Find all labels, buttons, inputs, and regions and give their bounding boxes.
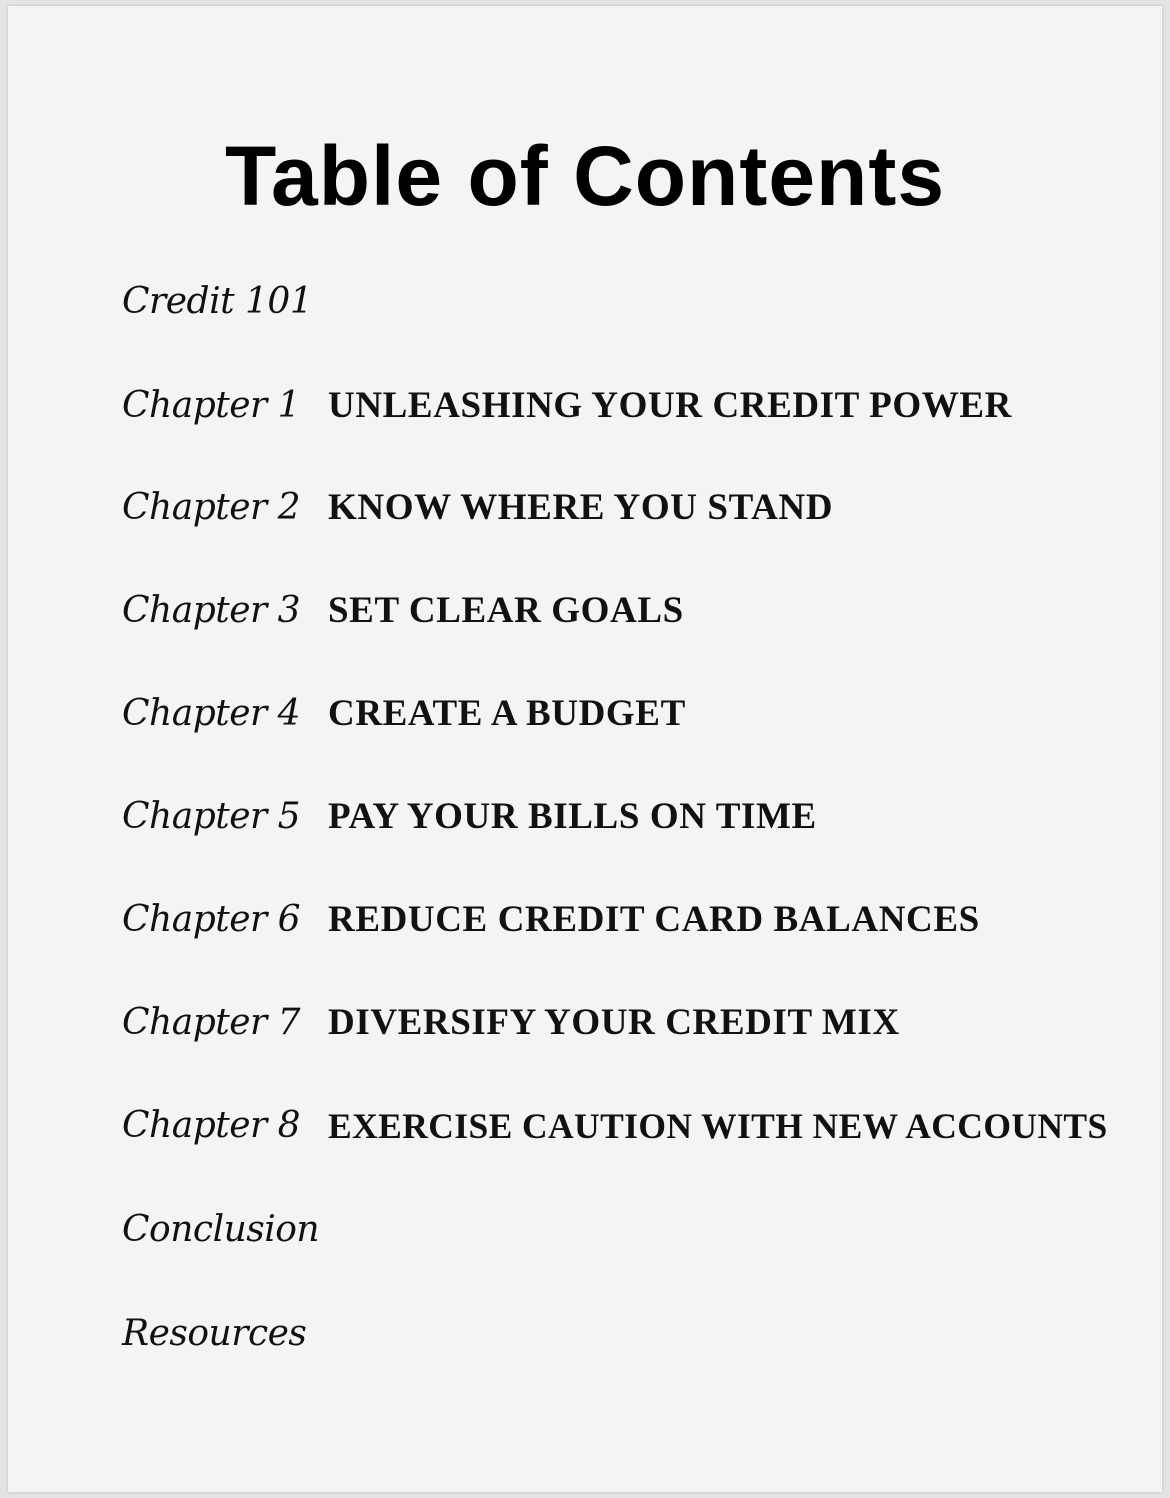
chapter-title: CREATE A BUDGET [328, 693, 686, 734]
toc-entry-conclusion [8, 1200, 1162, 1260]
toc-label: Resources [122, 1313, 307, 1354]
chapter-number: Chapter 5 [122, 796, 301, 837]
chapter-number: Chapter 7 [122, 1002, 301, 1043]
chapter-number: Chapter 3 [122, 590, 301, 631]
toc-entry-chapter-8 [8, 1096, 1162, 1156]
chapter-number: Chapter 8 [122, 1105, 301, 1146]
toc-entry-credit-101 [8, 272, 1162, 332]
toc-entry-chapter-1 [8, 376, 1162, 436]
chapter-title: REDUCE CREDIT CARD BALANCES [328, 899, 980, 940]
toc-entry-chapter-2 [8, 478, 1162, 538]
chapter-title: KNOW WHERE YOU STAND [328, 487, 834, 528]
chapter-number: Chapter 2 [122, 487, 301, 528]
toc-entry-chapter-4 [8, 684, 1162, 744]
chapter-title: SET CLEAR GOALS [328, 590, 684, 631]
toc-entry-chapter-3 [8, 581, 1162, 641]
chapter-number: Chapter 6 [122, 899, 301, 940]
table-of-contents [8, 6, 1162, 1492]
chapter-title: EXERCISE CAUTION WITH NEW ACCOUNTS [328, 1106, 1108, 1146]
toc-entry-resources [8, 1304, 1162, 1364]
chapter-number: Chapter 1 [122, 385, 301, 426]
toc-entry-chapter-6 [8, 890, 1162, 950]
chapter-title: PAY YOUR BILLS ON TIME [328, 796, 817, 837]
toc-label: Conclusion [122, 1209, 320, 1250]
chapter-title: DIVERSIFY YOUR CREDIT MIX [328, 1002, 900, 1043]
chapter-title: UNLEASHING YOUR CREDIT POWER [328, 385, 1012, 426]
toc-entry-chapter-5 [8, 787, 1162, 847]
toc-entry-chapter-7 [8, 993, 1162, 1053]
document-page [8, 6, 1162, 1492]
chapter-number: Chapter 4 [122, 693, 301, 734]
page-title: Table of Contents [224, 129, 946, 223]
toc-label: Credit 101 [122, 281, 313, 322]
